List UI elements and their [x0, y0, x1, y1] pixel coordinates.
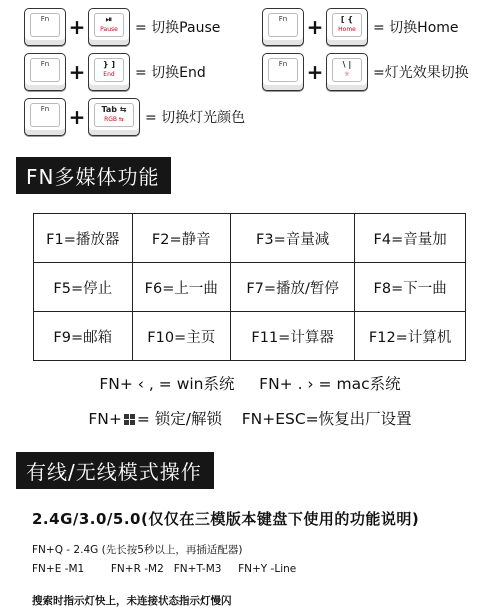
fn-key: Fn: [262, 53, 304, 91]
plus-sign: +: [306, 60, 324, 84]
table-row: [34, 214, 466, 263]
combo-light-effect: [262, 53, 469, 91]
combo-end: [24, 53, 206, 91]
table-row: [34, 263, 466, 312]
os-switch-line: [0, 372, 500, 394]
win-system-text: FN+ ‹ , = win系统: [99, 375, 235, 393]
table-cell: F2=静音: [132, 214, 231, 263]
combo-result: = 切换End: [135, 65, 206, 81]
mac-system-text: FN+ . › = mac系统: [259, 375, 401, 393]
combo-result: = 切换Home: [373, 20, 459, 36]
fn-key: Fn: [24, 98, 66, 136]
wireless-heading: 2.4G/3.0/5.0(仅仅在三模版本键盘下使用的功能说明): [32, 510, 420, 528]
combo-pause: [24, 8, 220, 46]
combo-home: [262, 8, 459, 46]
backslash-key: \ | ☼: [326, 53, 368, 91]
fn-key: Fn: [24, 8, 66, 46]
plus-sign: +: [68, 105, 86, 129]
table-cell: F4=音量加: [355, 214, 466, 263]
fn-key: Fn: [24, 53, 66, 91]
table-cell: F5=停止: [34, 263, 133, 312]
end-key: } ] End: [88, 53, 130, 91]
plus-sign: +: [68, 60, 86, 84]
wireless-line-2: FN+E -M1 FN+R -M2 FN+T-M3 FN+Y -Line: [32, 563, 297, 575]
table-cell: F10=主页: [132, 312, 231, 361]
combo-result: =灯光效果切换: [373, 65, 469, 81]
windows-key-icon: [124, 414, 135, 425]
wireless-line-1: FN+Q - 2.4G (先长按5秒以上，再插适配器): [32, 544, 243, 556]
table-cell: F8=下一曲: [355, 263, 466, 312]
combo-light-color: [24, 98, 245, 136]
lock-line: [0, 407, 500, 429]
table-cell: F9=邮箱: [34, 312, 133, 361]
table-cell: F11=计算器: [231, 312, 355, 361]
lock-suffix-text: = 锁定/解锁: [136, 410, 222, 428]
section-title-multimedia: FN多媒体功能: [16, 157, 171, 194]
combo-result: = 切换Pause: [135, 20, 221, 36]
factory-reset-text: FN+ESC=恢复出厂设置: [241, 410, 412, 428]
wireless-note: 搜索时指示灯快上，未连接状态指示灯慢闪: [32, 595, 232, 607]
table-row: [34, 312, 466, 361]
table-cell: F6=上一曲: [132, 263, 231, 312]
lock-prefix-text: FN+: [88, 410, 122, 428]
table-cell: F3=音量减: [231, 214, 355, 263]
plus-sign: +: [68, 15, 86, 39]
combo-result: = 切换灯光颜色: [145, 110, 246, 126]
fn-key: Fn: [262, 8, 304, 46]
pause-key: ⏯ Pause: [88, 8, 130, 46]
table-cell: F12=计算机: [355, 312, 466, 361]
table-cell: F7=播放/暂停: [231, 263, 355, 312]
home-key: [ { Home: [326, 8, 368, 46]
plus-sign: +: [306, 15, 324, 39]
fn-multimedia-table: [33, 213, 466, 361]
section-title-wireless: 有线/无线模式操作: [16, 452, 214, 489]
table-cell: F1=播放器: [34, 214, 133, 263]
tab-key: Tab ⇆ RGB ⇆: [88, 98, 140, 136]
